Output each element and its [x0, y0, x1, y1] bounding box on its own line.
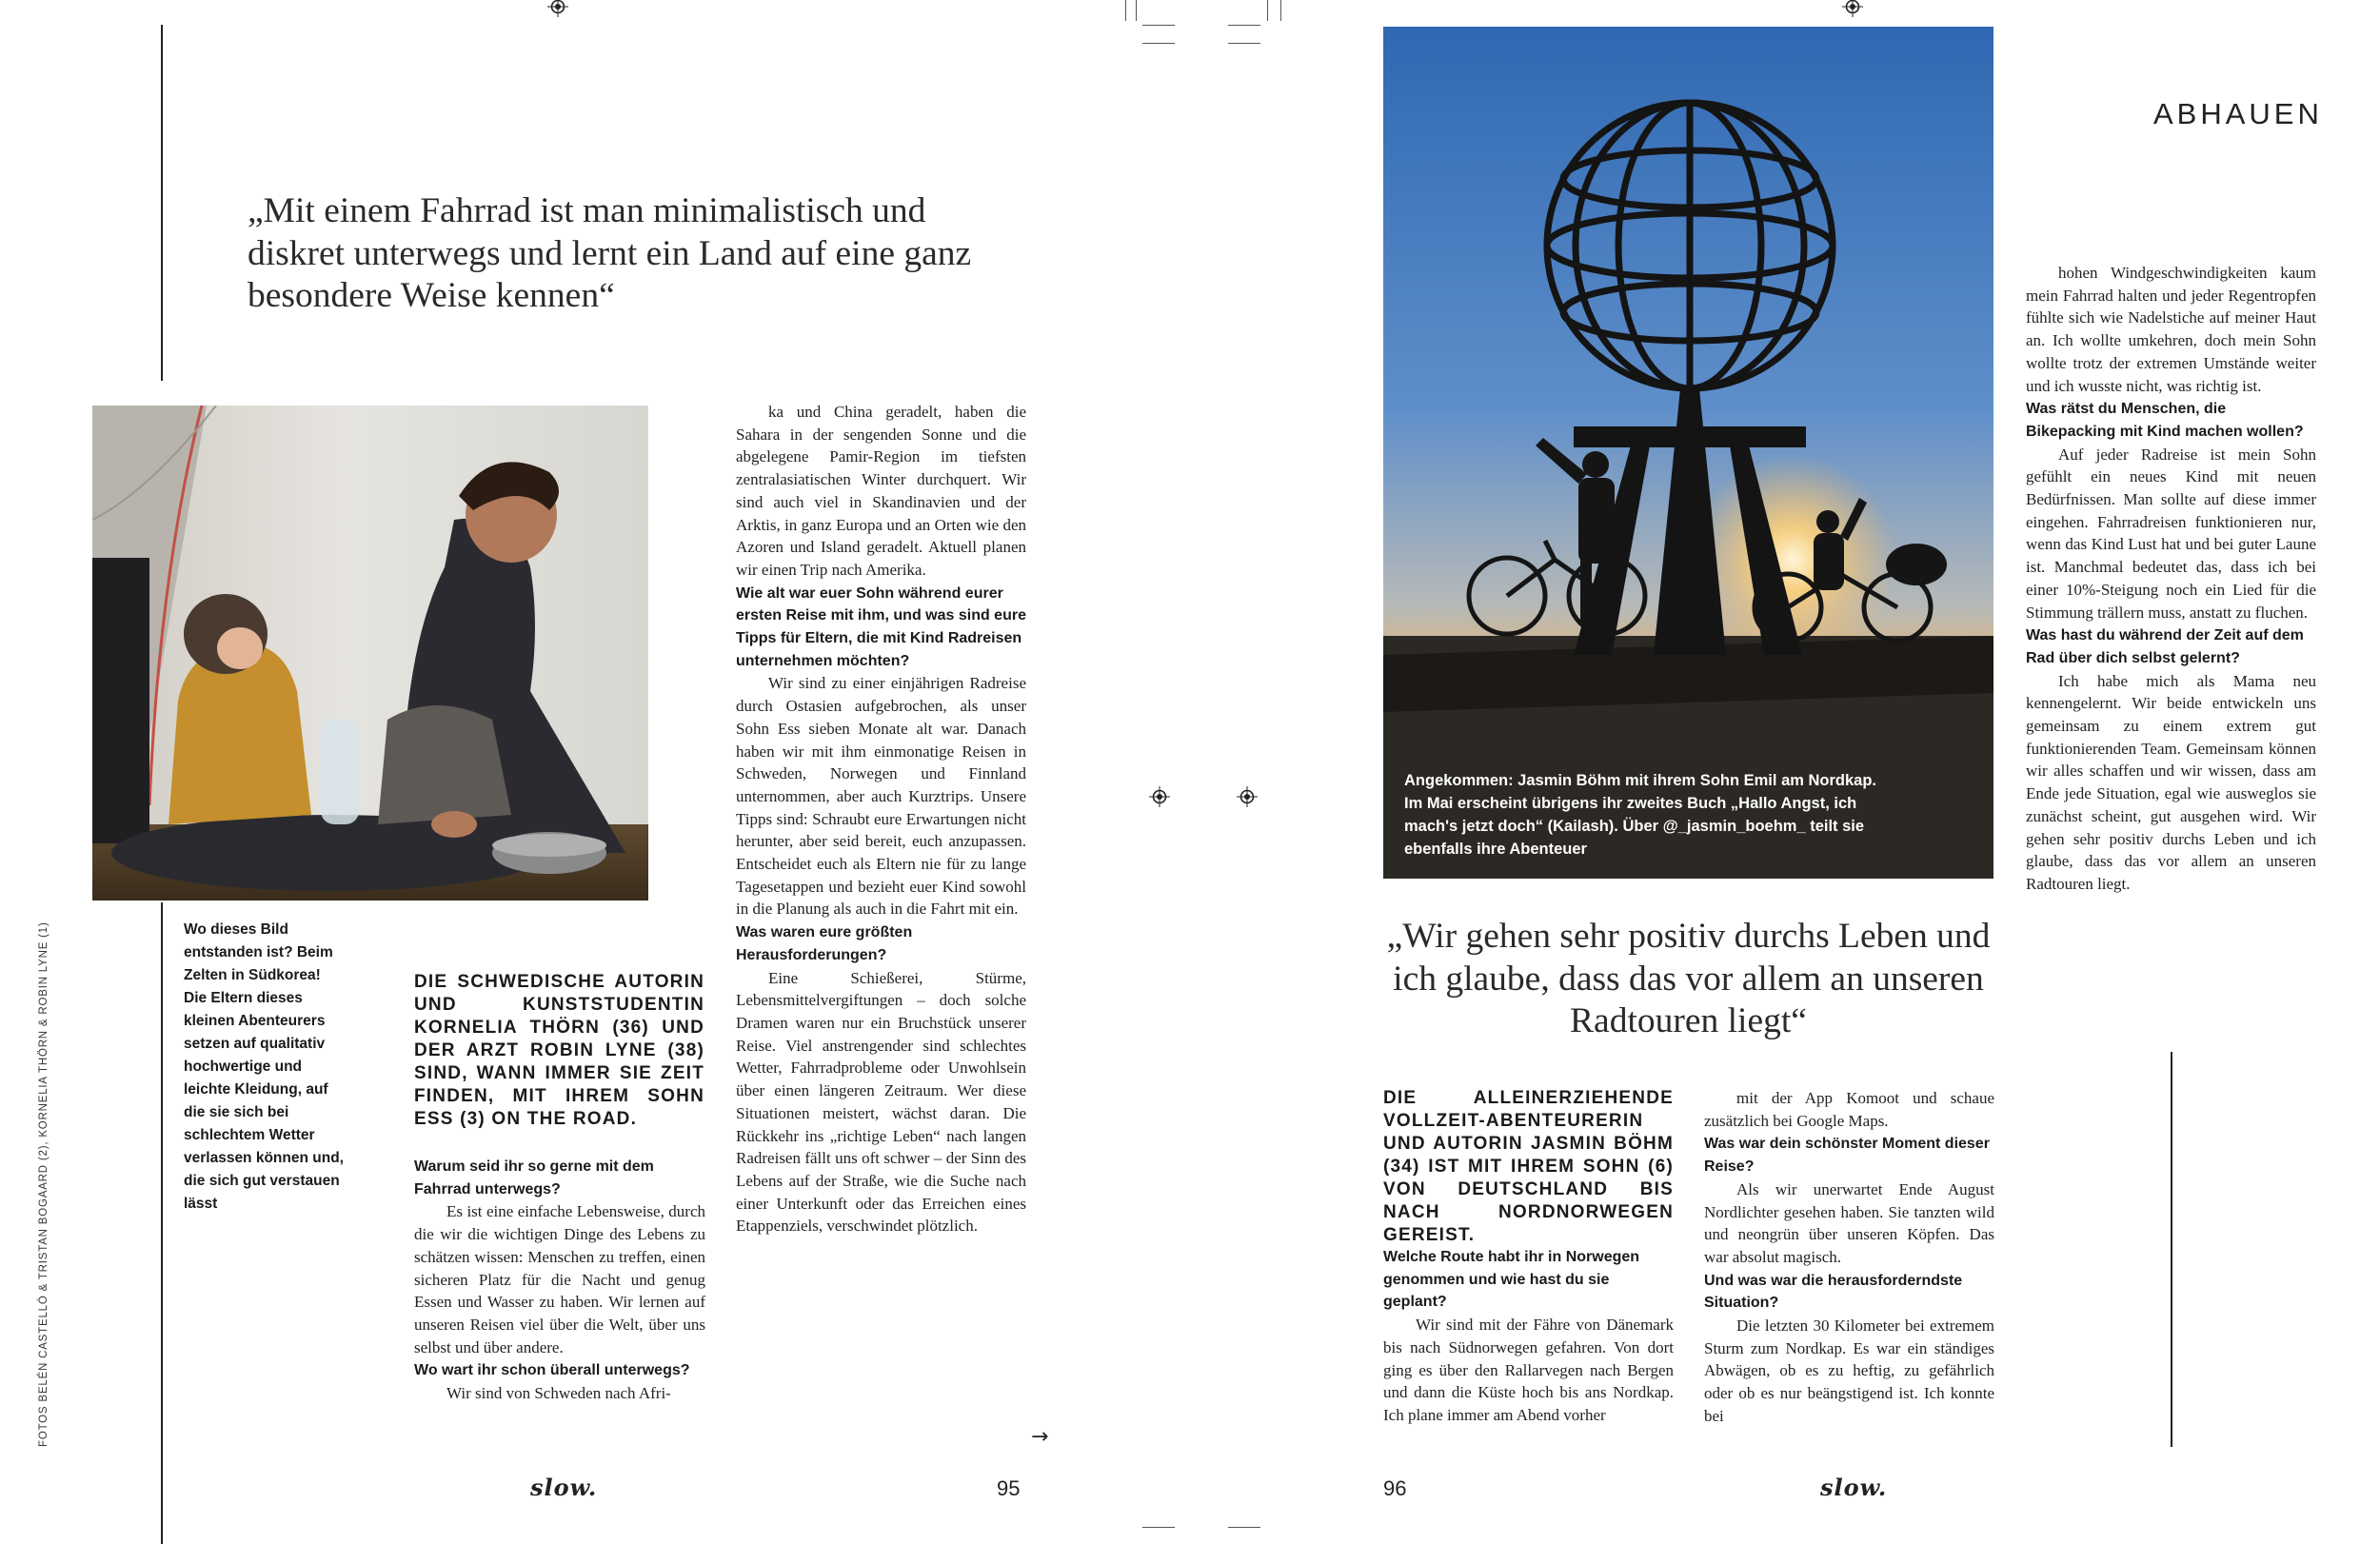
registration-mark-icon [1842, 0, 1863, 17]
right-column-rule [2171, 1052, 2172, 1447]
interview-question: Was rätst du Menschen, die Bikepacking mit Kind machen wollen? [2026, 401, 2304, 440]
photo-credit: FOTOS BELÉN CASTELLÓ & TRISTAN BOGAARD (2), KORNELIA THÖRN & ROBIN LYNE (1) [38, 921, 50, 1447]
registration-mark-icon [1149, 786, 1170, 807]
interview-answer: Wir sind mit der Fähre von Dänemark bis nach Südnorwegen gefahren. Von dort ging es über den Rallarvegen nach Bergen und dann die Küste hoch bis ans Nordkap. Ich plane immer am Abend vorher [1383, 1316, 1674, 1424]
interview-answer: Als wir unerwartet Ende August Nordlichter gesehen haben. Sie tanzten wild und neongrün über unseren Köpfen. Das war absolut magisch. [1704, 1179, 1994, 1266]
interview-answer: Auf jeder Radreise ist mein Sohn gefühlt ein neues Kind mit neuen Bedürfnissen. Man sollte auf diese immer eingehen. Fahrradreisen funktionieren nur, wenn das Kind Lust hat und bei guter Laune ist. Manchmal bedeutet das, dass ich bei einer 10%-Steigung noch ein Lied für die Stimmung trällern muss, anstatt zu fluchen. [2026, 445, 2316, 622]
photo-caption: Angekommen: Jasmin Böhm mit ihrem Sohn Emil am Nordkap. Im Mai erscheint übrigens ihr zweites Buch „Hallo Angst, ich mach's jetzt doch“ (Kailash). Über @_jasmin_boehm_ teilt sie ebenfalls ihre Abenteuer [1404, 772, 1877, 858]
crop-mark [1125, 0, 1126, 21]
left-margin-rule-top [161, 25, 163, 381]
section-label: ABHAUEN [2153, 97, 2323, 130]
interview-answer: Die letzten 30 Kilometer bei extremem Sturm zum Nordkap. Es war ein ständiges Abwägen, ob es zu heftig, zu gefährlich oder ob es nur beängstigend ist. Ich konnte bei [1704, 1316, 1994, 1425]
interview-answer: Es ist eine einfache Lebensweise, durch die wir die wichtigen Dinge des Lebens zu schätzen wissen: Menschen zu treffen, einen sicheren Platz für die Nacht und genug Essen und Wasser zu haben. Wir lernen auf unseren Reisen viel über die Welt, über uns selbst und über andere. [414, 1202, 705, 1356]
page-number: 96 [1383, 1476, 1407, 1500]
pull-quote: „Mit einem Fahrrad ist man minimalistisch und diskret unterwegs und lernt ein Land auf eine ganz besondere Weise kennen“ [248, 191, 972, 315]
interview-answer: Ich habe mich als Mama neu kennengelernt. Wir beide entwickeln uns gemeinsam zu einem extrem gut funktionierenden Team. Gemeinsam können wir alles schaffen und wir wissen, dass am Ende jede Situation, egal wie ausweglos sie zunächst scheint, gut ausgehen wird. Wir gehen sehr positiv durchs Leben und ich glaube, dass das vor allem an unseren Radtouren liegt. [2026, 671, 2316, 893]
interview-question: Wie alt war euer Sohn während eurer ersten Reise mit ihm, und was sind eure Tipps für Eltern, die mit Kind Radreisen unternehmen möchten? [736, 584, 1026, 669]
crop-mark [1267, 0, 1268, 21]
crop-mark [1228, 25, 1260, 26]
nordkap-photo [1383, 27, 1993, 879]
text-column-3 [2026, 262, 2316, 896]
page-number: 95 [997, 1476, 1021, 1500]
registration-mark-icon [1237, 786, 1258, 807]
magazine-logo: slow. [530, 1474, 598, 1501]
crop-mark [1142, 43, 1175, 44]
interview-question: Was hast du während der Zeit auf dem Rad über dich selbst gelernt? [2026, 627, 2304, 666]
pull-quote: „Wir gehen sehr positiv durchs Leben und ich glaube, dass das vor allem an unseren Radtouren liegt“ [1386, 917, 1991, 1040]
text-column-2 [1704, 1087, 1994, 1428]
interview-answer: Wir sind von Schweden nach Afri- [446, 1384, 671, 1403]
interview-answer: Eine Schießerei, Stürme, Lebensmittelvergiftungen – doch solche Dramen waren nur ein Bruchstück unserer Reise. Viel anstrengender sind schlechtes Wetter, Fahrradprobleme oder Unwohlsein über einen längeren Zeitraum. Wer diese Situationen meistert, wächst daran. Die Rückkehr ins „richtige Leben“ nach langen Radreisen fällt uns oft schwer – der Sinn des Lebens auf der Straße, wie die Suche nach einer Unterkunft oder das Erreichen eines Etappenziels, verschwindet plötzlich. [736, 968, 1026, 1236]
interview-answer: hohen Windgeschwindigkeiten kaum mein Fahrrad halten und jeder Regentropfen fühlte sich wie Nadelstiche auf meiner Haut an. Ich wollte umkehren, doch mein Sohn wollte trotz der extremen Umstände weiter und ich wusste nicht, was richtig ist. [2026, 264, 2316, 395]
interview-question: Welche Route habt ihr in Norwegen genommen und wie hast du sie geplant? [1383, 1249, 1640, 1311]
tent-family-photo [92, 406, 648, 901]
crop-mark [1142, 25, 1175, 26]
article-lead: DIE ALLEINERZIEHENDE VOLLZEIT-ABENTEURERIN UND AUTORIN JASMIN BÖHM (34) IST MIT IHREM SOHN (6) VON DEUTSCHLAND BIS NACH NORDNORWEGEN GEREIST. [1383, 1088, 1674, 1245]
interview-answer: Wir sind zu einer einjährigen Radreise durch Ostasien aufgebrochen, als unser Sohn Ess sieben Monate alt war. Danach haben wir mit ihm einmonatige Reisen in Schweden, Norwegen und Finnland unternommen, aber auch Kurztrips. Unsere Tipps sind: Schraubt eure Erwartungen nicht herunter, aber seid bereit, euch anzupassen. Entscheidet euch als Eltern nie für zu lange Tagesetappen und bezieht euer Kind sowohl in die Planung als auch in die Fahrt mit ein. [736, 674, 1026, 919]
interview-answer: ka und China geradelt, haben die Sahara in der sengenden Sonne und die abgelegene Pamir-Region im tiefsten zentralasiatischen Winter durchquert. Wir sind auch viel in Skandinavien und der Arktis, in ganz Europa und an Orten wie den Azoren und Island geradelt. Aktuell planen wir einen Trip nach Amerika. [736, 403, 1026, 579]
text-column-2 [736, 401, 1026, 1237]
continue-arrow-icon: → [1031, 1425, 1049, 1449]
interview-question: Was waren eure größten Herausforderungen? [736, 924, 913, 963]
crop-mark [1136, 0, 1137, 21]
crop-mark [1228, 43, 1260, 44]
crop-mark [1280, 0, 1281, 21]
text-column-1 [414, 1155, 705, 1405]
left-margin-rule-bottom [161, 902, 163, 1544]
text-column-1 [1383, 1245, 1674, 1427]
article-lead: DIE SCHWEDISCHE AUTORIN UND KUNSTSTUDENTIN KORNELIA THÖRN (36) UND DER ARZT ROBIN LYNE (38) SIND, WANN IMMER SIE ZEIT FINDEN, MIT IHREM SOHN ESS (3) ON THE ROAD. [414, 972, 704, 1129]
interview-question: Wo wart ihr schon überall unterwegs? [414, 1362, 690, 1379]
interview-question: Und was war die herausforderndste Situation? [1704, 1272, 1963, 1312]
magazine-logo: slow. [1820, 1474, 1888, 1501]
photo-caption: Wo dieses Bild entstanden ist? Beim Zelten in Südkorea! Die Eltern dieses kleinen Abenteurers setzen auf qualitativ hochwertige und leichte Kleidung, auf die sie sich bei schlechtem Wetter verlassen können und, die sich gut verstauen lässt [184, 921, 344, 1212]
interview-question: Warum seid ihr so gerne mit dem Fahrrad unterwegs? [414, 1158, 654, 1198]
crop-mark [1228, 1527, 1260, 1528]
crop-mark [1142, 1527, 1175, 1528]
interview-answer: mit der App Komoot und schaue zusätzlich bei Google Maps. [1704, 1089, 1994, 1130]
registration-mark-icon [547, 0, 568, 17]
interview-question: Was war dein schönster Moment dieser Reise? [1704, 1136, 1990, 1176]
